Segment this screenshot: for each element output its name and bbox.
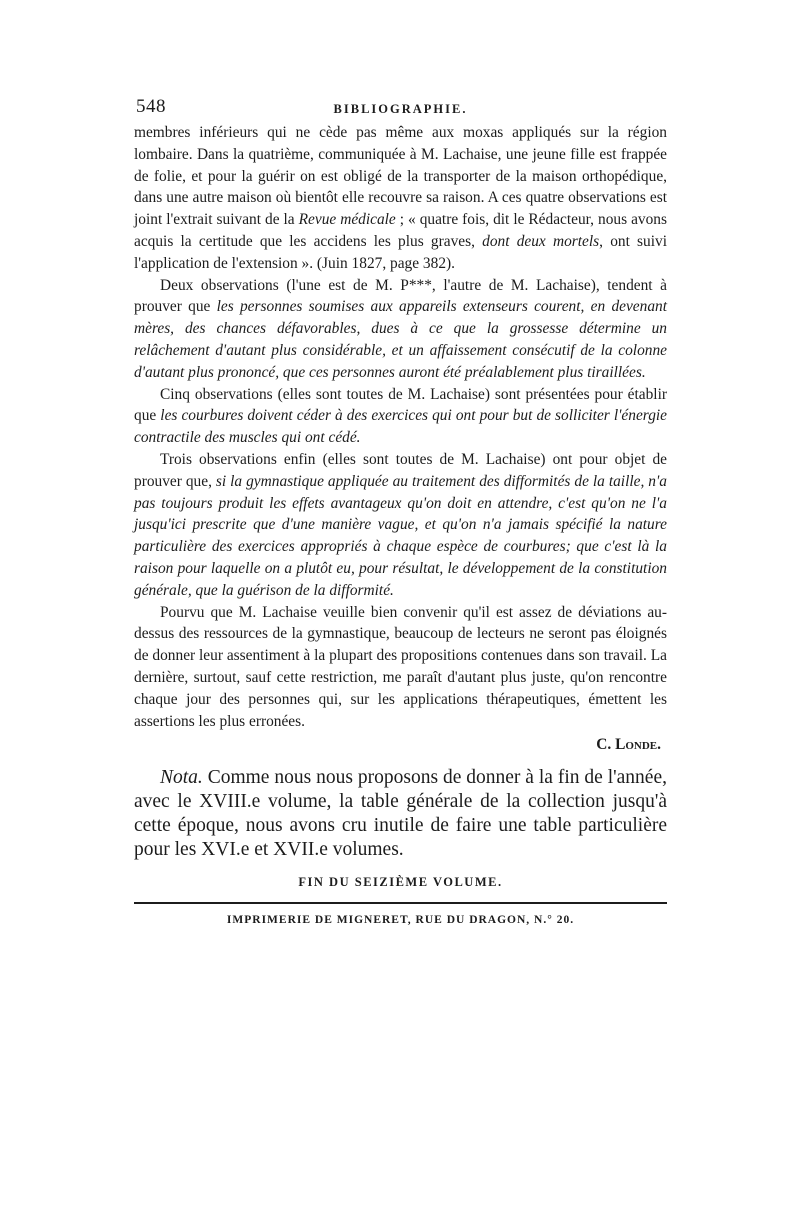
paragraph-1-text-b: ; « quatre fois, dit le Rédacteur, nous avons acquis la certitude que les accidens les plus graves, xyxy=(134,211,667,250)
paragraph-4-italic: si la gymnastique appliquée au traitement des difformités de la taille, n'a pas toujours produit les effets avantageux qu'on doit en attendre, c'est qu'on ne l'a jusqu'ici prescrite que d'une manière vague, et qu'on n'a jamais spécifié la nature particulière des exercices appropriés à chaque espèce de courbures; que c'est là la raison pour laquelle on a plutôt eu, pour résultat, le développement de la constitution générale, que la guérison de la difformité. xyxy=(134,472,667,599)
paragraph-1-text-c: , ont suivi l'application de l'extension ». (Juin 1827, page 382). xyxy=(134,232,667,272)
paragraph-3 xyxy=(134,384,667,449)
paragraph-2-italic: les personnes soumises aux appareils extenseurs courent, en devenant mères, des chances défavorables, dues à ce que la grossesse détermine un relâchement d'autant plus considérable, et un affaissement consécutif de la colonne d'autant plus prononcé, que ces personnes auront été préalablement plus tiraillées. xyxy=(134,298,667,381)
paragraph-2 xyxy=(134,275,667,384)
paragraph-3-text: Cinq observations (elles sont toutes de M. Lachaise) sont présentées pour établir que xyxy=(134,385,667,425)
paragraph-1-text: membres inférieurs qui ne cède pas même aux moxas appliqués sur la région lombaire. Dans la quatrième, communiquée à M. Lachaise, une jeune fille est frappée de folie, et pour la guérir on est obligé de la transporter de la maison orthopédique, dans une autre maison où bientôt elle recouvre sa raison. A ces quatre observations est joint l'extrait suivant de la xyxy=(134,124,667,229)
nota-text: Comme nous nous proposons de donner à la fin de l'année, avec le XVIII.e volume, la table générale de la collection jusqu'à cette époque, nous avons cru inutile de faire une table particulière pour les XVI.e et XVII.e volumes. xyxy=(134,767,667,861)
page-number: 548 xyxy=(136,96,166,117)
paragraph-2-text: Deux observations (l'une est de M. P***, l'autre de M. Lachaise), tendent à prouver que xyxy=(134,276,667,316)
running-head: BIBLIOGRAPHIE. xyxy=(333,102,468,116)
paragraph-5-text: Pourvu que M. Lachaise veuille bien convenir qu'il est assez de déviations au-dessus des ressources de la gymnastique, beaucoup de lecteurs ne seront pas éloignés de donner leur assentiment à la plupart des propositions contenues dans son travail. La dernière, surtout, sauf cette restriction, me paraît d'autant plus juste, qu'on rencontre chaque jour des personnes qui, sur les applications thérapeutiques, émettent les assertions les plus erronées. xyxy=(134,603,667,730)
paragraph-1-italic: dont deux mortels xyxy=(482,232,600,250)
printer-imprint: IMPRIMERIE DE MIGNERET, RUE DU DRAGON, N.° 20. xyxy=(226,913,575,926)
paragraph-4-text: Trois observations enfin (elles sont toutes de M. Lachaise) ont pour objet de prouver que, xyxy=(134,450,667,490)
page-header xyxy=(134,96,667,118)
nota-label: Nota. xyxy=(160,767,203,789)
nota-note xyxy=(134,766,667,862)
paragraph-4 xyxy=(134,449,667,602)
end-of-volume-title: FIN DU SEIZIÈME VOLUME. xyxy=(298,875,503,890)
author-signature: C. Londe. xyxy=(596,736,661,754)
journal-title: Revue médicale xyxy=(298,211,396,229)
paragraph-5 xyxy=(134,602,667,733)
paragraph-1 xyxy=(134,122,667,275)
divider-rule xyxy=(134,902,667,904)
document-page xyxy=(134,96,667,932)
paragraph-3-italic: les courbures doivent céder à des exercices qui ont pour but de solliciter l'énergie contractile des muscles qui ont cédé. xyxy=(134,407,667,447)
